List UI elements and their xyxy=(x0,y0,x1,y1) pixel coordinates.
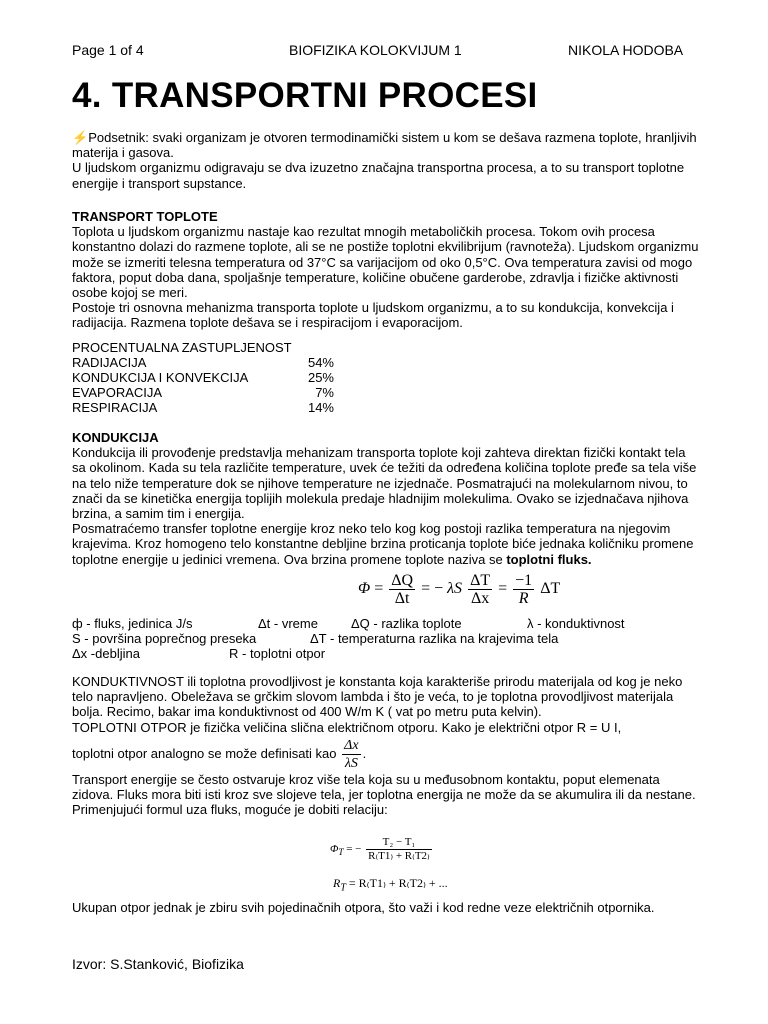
course-title: BIOFIZIKA KOLOKVIJUM 1 xyxy=(289,42,462,58)
flux-formula: Φ = $\frac{\Delta Q}{\Delta t}$ = − λS $\frac{\Delta T}{\Delta x}$ = $\frac{-1}{R}$ ΔT xyxy=(358,572,561,607)
kondukcija-paragraph-1: Kondukcija ili provođenje predstavlja mehanizam transporta toplote koji zahteva direktan fizički kontakt tela sa okolinom. Kada su tela različite temperature, uvek će težiti da određena količina toplote pređe sa tela više na telo niže temperature dok se njihove temperature ne izjednače. Posmatrajući na molekularnom nivou, to znači da se kinetička energija toplijih molekula predaje hladnijim molekulima. Ovako se izjednačava njihova brzina, a samim tim i energija. xyxy=(72,445,697,522)
transport-paragraph-1: Toplota u ljudskom organizmu nastaje kao rezultat mnogih metaboličkih procesa. Tokom ovih procesa konstantno dolazi do razmene toplote, ali se ne postiže toplotni ekvilibrijum (ravnoteža). Ljudskom organizmu može se izmeriti telesna temperatura od 37°C sa varijacijom od oko 0,5°C. Ova temperatura zavisi od mogo faktora, poput doba dana, spoljašnje temperature, količine obučene garderobe, zdravlja i fizičke aktivnosti osobe kojoj se meri. xyxy=(72,224,699,301)
author-name: NIKOLA HODOBA xyxy=(568,42,684,58)
total-resistance-formula: $R_T = R_(T1_) + R_(T2_)$ + ... xyxy=(333,876,448,894)
resistance-definition: toplotni otpor analogno se može definisati kao $\frac{\Delta x}{\lambda S}$ . xyxy=(72,737,367,771)
table-row: RESPIRACIJA 14% xyxy=(72,400,334,416)
page-title: 4. TRANSPORTNI PROCESI xyxy=(72,76,538,115)
intro-section xyxy=(72,130,702,191)
percentage-table xyxy=(72,355,334,415)
konduktivnost-paragraph: KONDUKTIVNOST ili toplotna provodljivost je konstanta koja karakteriše prirodu materijala od kog je neko telo napravljeno. Obeležava se grčkim slovom lambda i što je veća, to je toplotna provodljivost materijala bolja. Recimo, bakar ima konduktivnost od 400 W/m K ( vat po metru puta kelvin). xyxy=(72,674,683,720)
transport-layers-paragraph: Transport energije se često ostvaruje kroz više tela koja su u međusobnom kontaktu, poput elemenata zidova. Fluks mora biti isti kroz sve slojeve tela, jer toplotna energija ne može da se akumulira ili da nestane. Primenjujući formul uza fluks, moguće je dobiti relaciju: xyxy=(72,771,696,818)
kondukcija-section xyxy=(72,430,702,567)
kondukcija-paragraph-2: Posmatraćemo transfer toplotne energije kroz neko telo kog kog postoji razlika temperatura na njegovim krajevima. Kroz homogeno telo konstantne debljine brzina proticanja toplote biće jednaka količniku promene toplotne energije u jedinici vremena. Ova brzina promene toplote naziva se toplotni fluks. xyxy=(72,521,694,567)
toplotni-otpor-paragraph: TOPLOTNI OTPOR je fizička veličina slična električnom otporu. Kako je električni otpor R = U I, xyxy=(72,719,622,735)
lightning-icon: ⚡ xyxy=(72,130,89,145)
section-heading-transport: TRANSPORT TOPLOTE xyxy=(72,209,218,224)
percentage-table-section xyxy=(72,340,702,415)
intro-paragraph-1: ⚡Podsetnik: svaki organizam je otvoren termodinamički sistem u kom se dešava razmena toplote, hranljivih materija i gasova. xyxy=(72,130,697,161)
source-citation: Izvor: S.Stanković, Biofizika xyxy=(72,956,244,972)
page-number: Page 1 of 4 xyxy=(72,42,144,58)
conclusion-paragraph: Ukupan otpor jednak je zbiru svih pojedinačnih otpora, što važi i kod redne veze električnih otpornika. xyxy=(72,900,655,915)
layered-flux-formula: $\Phi_T$ = − $\frac{\text{T₂ − T₁}}{R_(T1_) + R_(T2_)}$ xyxy=(330,836,430,862)
percentage-heading: PROCENTUALNA ZASTUPLJENOST xyxy=(72,340,292,355)
transport-toplote-section xyxy=(72,209,702,331)
transport-paragraph-2: Postoje tri osnovna mehanizma transporta toplote u ljudskom organizmu, a to su kondukcija, konvekcija i radijacija. Razmena toplote dešava se i respiracijom i evaporacijom. xyxy=(72,300,674,331)
table-row: RADIJACIJA 54% xyxy=(72,355,334,371)
table-row: EVAPORACIJA 7% xyxy=(72,385,334,401)
section-heading-kondukcija: KONDUKCIJA xyxy=(72,430,159,445)
conclusion-section xyxy=(72,900,702,915)
table-row: KONDUKCIJA I KONVEKCIJA 25% xyxy=(72,370,334,386)
intro-paragraph-2: U ljudskom organizmu odigravaju se dva izuzetno značajna transportna procesa, a to su transport toplotne energije i transport supstance. xyxy=(72,160,685,191)
konduktivnost-section xyxy=(72,674,702,817)
